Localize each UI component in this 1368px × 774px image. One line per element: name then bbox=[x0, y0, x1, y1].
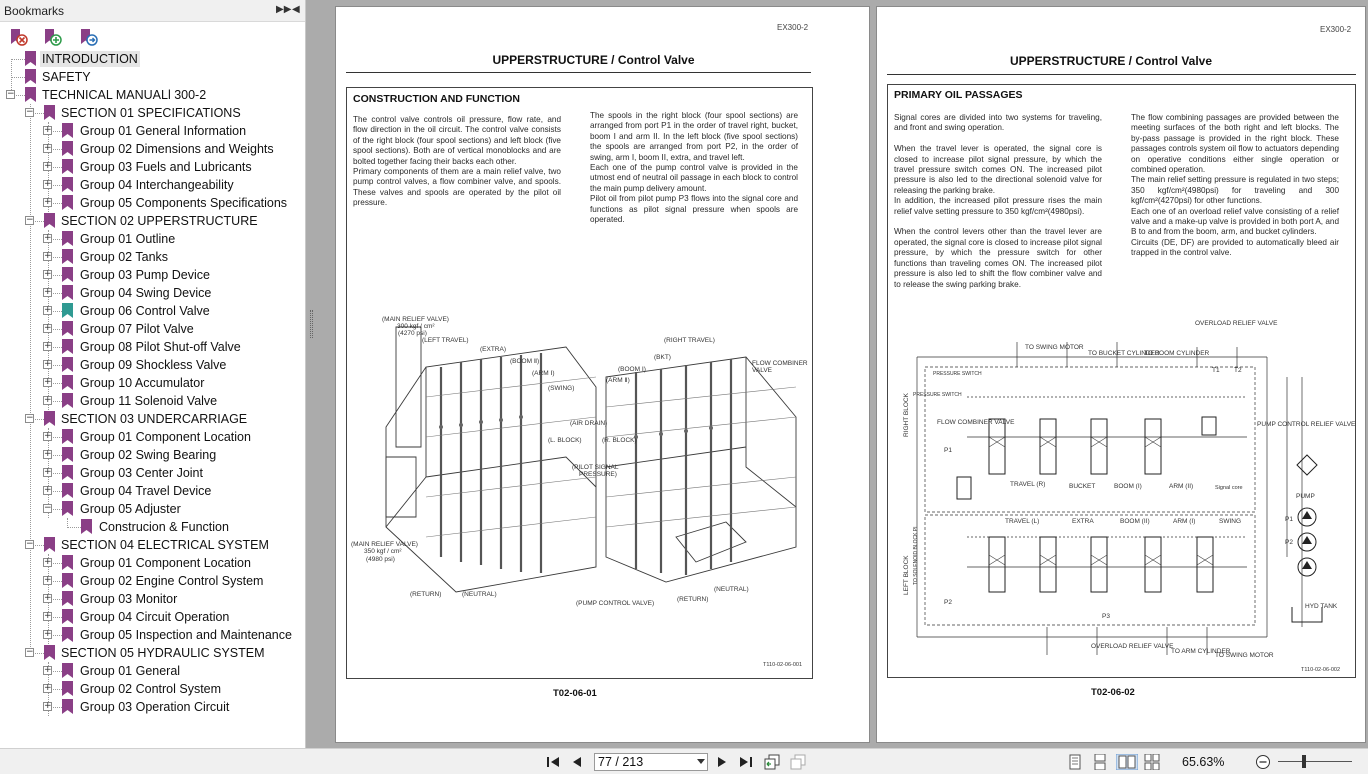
bookmark-icon bbox=[62, 393, 73, 408]
figure-label: (NEUTRAL) bbox=[714, 586, 749, 593]
diagram-label: OVERLOAD RELIEF VALVE bbox=[1195, 320, 1278, 327]
expand-toggle-icon[interactable]: + bbox=[44, 161, 52, 171]
bookmark-label: Group 08 Pilot Shut-off Valve bbox=[80, 340, 241, 354]
diagram-label: BUCKET bbox=[1069, 483, 1096, 490]
bookmark-technical-manual[interactable] bbox=[0, 86, 306, 104]
zoom-out-icon[interactable] bbox=[1255, 754, 1271, 770]
bookmark-label: Group 01 General Information bbox=[80, 124, 247, 138]
figure-label: (SWING) bbox=[548, 385, 575, 392]
expand-toggle-icon[interactable]: + bbox=[44, 683, 52, 693]
diagram-label: TO ARM CYLINDER bbox=[1171, 648, 1231, 655]
expand-toggle-icon[interactable]: + bbox=[44, 629, 52, 639]
expand-toggle-icon[interactable]: + bbox=[44, 269, 52, 279]
section-title: CONSTRUCTION AND FUNCTION bbox=[353, 93, 521, 105]
tree-connector bbox=[53, 185, 62, 186]
bookmark-label: Group 07 Pilot Valve bbox=[80, 322, 194, 336]
bookmark-icon bbox=[62, 447, 73, 462]
bookmark-group[interactable] bbox=[0, 284, 306, 302]
collapse-toggle-icon[interactable]: − bbox=[26, 413, 34, 423]
bookmark-section-05[interactable] bbox=[0, 644, 306, 662]
bookmark-icon bbox=[62, 681, 73, 696]
page-heading: UPPERSTRUCTURE / Control Valve bbox=[492, 53, 695, 67]
bookmarks-header bbox=[0, 0, 306, 22]
diagram-label: PUMP CONTROL RELIEF VALVE bbox=[1257, 421, 1356, 428]
expand-toggle-icon[interactable]: + bbox=[44, 323, 52, 333]
bookmark-label: Group 11 Solenoid Valve bbox=[80, 394, 218, 408]
figure-label: (4270 psi) bbox=[398, 330, 427, 337]
expand-toggle-icon[interactable]: + bbox=[44, 377, 52, 387]
expand-toggle-icon[interactable]: + bbox=[44, 557, 52, 567]
diagram-label: ARM (I) bbox=[1173, 518, 1196, 525]
figure-label: (BOOM Ⅰ) bbox=[618, 366, 646, 373]
page-dropdown-icon[interactable] bbox=[697, 759, 705, 764]
bookmark-icon bbox=[44, 411, 55, 426]
tree-connector bbox=[53, 239, 62, 240]
tree-connector bbox=[53, 491, 62, 492]
bookmark-label: Group 01 Component Location bbox=[80, 430, 251, 444]
diagram-label: RIGHT BLOCK bbox=[903, 393, 910, 437]
bookmark-icon bbox=[62, 465, 73, 480]
tree-connector bbox=[35, 419, 44, 420]
bookmark-icon bbox=[62, 483, 73, 498]
page-number-input[interactable] bbox=[598, 755, 690, 769]
expand-toggle-icon[interactable]: + bbox=[44, 251, 52, 261]
bookmark-icon bbox=[62, 141, 73, 156]
diagram-label: LEFT BLOCK bbox=[903, 555, 910, 595]
bookmark-group[interactable] bbox=[0, 338, 306, 356]
bookmark-icon bbox=[62, 555, 73, 570]
bookmarks-panel bbox=[0, 0, 306, 748]
figure-label: (PILOT SIGNAL bbox=[572, 464, 619, 471]
model-code: EX300-2 bbox=[777, 23, 809, 32]
tree-connector bbox=[53, 473, 62, 474]
diagram-label: P1 bbox=[944, 447, 952, 454]
diagram-label: BOOM (II) bbox=[1120, 518, 1150, 525]
bookmark-icon bbox=[62, 339, 73, 354]
bookmark-label: Group 03 Center Joint bbox=[80, 466, 203, 480]
bookmark-icon bbox=[62, 375, 73, 390]
tree-connector bbox=[53, 329, 62, 330]
diagram-label: HYD TANK bbox=[1305, 603, 1338, 610]
tree-connector bbox=[53, 365, 62, 366]
bookmark-icon bbox=[62, 429, 73, 444]
diagram-label: TRAVEL (R) bbox=[1010, 481, 1046, 488]
collapse-toggle-icon[interactable]: − bbox=[26, 215, 34, 225]
tree-connector bbox=[53, 149, 62, 150]
collapse-toggle-icon[interactable]: − bbox=[44, 503, 52, 513]
bookmark-subitem[interactable] bbox=[0, 518, 306, 536]
bookmark-icon bbox=[62, 501, 73, 516]
expand-toggle-icon[interactable]: + bbox=[44, 701, 52, 711]
bookmark-group[interactable] bbox=[0, 266, 306, 284]
figure-label: (4980 psi) bbox=[366, 556, 395, 563]
document-page-left bbox=[335, 6, 870, 743]
bookmark-label: Group 03 Monitor bbox=[80, 592, 178, 606]
page-number-box bbox=[594, 753, 708, 771]
diagram-label: TRAVEL (L) bbox=[1005, 518, 1040, 525]
tree-connector bbox=[53, 707, 62, 708]
bookmark-group[interactable] bbox=[0, 140, 306, 158]
bookmark-group[interactable] bbox=[0, 374, 306, 392]
collapse-panel-icon[interactable]: ◀ bbox=[292, 4, 300, 15]
tree-connector bbox=[35, 653, 44, 654]
bookmark-icon bbox=[62, 159, 73, 174]
bookmark-icon bbox=[25, 51, 36, 66]
diagram-label: PRESSURE SWITCH bbox=[913, 392, 962, 398]
expand-toggle-icon[interactable]: + bbox=[44, 431, 52, 441]
diagram-label: P3 bbox=[1102, 613, 1110, 620]
diagram-label: EXTRA bbox=[1072, 518, 1094, 525]
tree-connector bbox=[53, 509, 62, 510]
control-valve-illustration bbox=[366, 307, 806, 617]
zoom-level[interactable]: 65.63% bbox=[1182, 755, 1225, 769]
expand-toggle-icon[interactable]: + bbox=[44, 341, 52, 351]
bookmark-section-03[interactable] bbox=[0, 410, 306, 428]
expand-toggle-icon[interactable]: + bbox=[44, 179, 52, 189]
figure-label: (BKT) bbox=[654, 354, 671, 361]
bookmark-icon bbox=[62, 699, 73, 714]
bookmark-label: SECTION 04 ELECTRICAL SYSTEM bbox=[61, 538, 269, 552]
bookmark-label: Group 06 Control Valve bbox=[80, 304, 210, 318]
bookmarks-title: Bookmarks bbox=[4, 4, 65, 18]
bookmark-icon bbox=[44, 537, 55, 552]
figure-label: (ARM Ⅰ) bbox=[532, 370, 555, 377]
bookmark-label: Group 03 Fuels and Lubricants bbox=[80, 160, 252, 174]
expand-toggle-icon[interactable]: + bbox=[44, 305, 52, 315]
tree-connector bbox=[16, 95, 25, 96]
expand-toggle-icon[interactable]: + bbox=[44, 287, 52, 297]
bookmark-icon bbox=[62, 321, 73, 336]
figure-label: (EXTRA) bbox=[480, 346, 506, 353]
tree-connector bbox=[67, 527, 81, 528]
bookmark-label: Group 02 Dimensions and Weights bbox=[80, 142, 274, 156]
bookmark-icon bbox=[44, 645, 55, 660]
text-column-left: The control valve controls oil pressure, flow rate, and flow direction in the oil circuit. The control valve consists of the right block (four spool sections) and left block (five spool sections). Both are of vertical monoblocks and are bolted together facing their backs each other. Primary components of them are a main relief valve, two pump control valves, a flow combiner valve, and spools. These valves and spools are operated by the pilot oil pressure. bbox=[353, 115, 561, 208]
bookmark-label: TECHNICAL MANUALl 300-2 bbox=[42, 88, 207, 102]
bookmark-group[interactable] bbox=[0, 230, 306, 248]
bookmark-group[interactable] bbox=[0, 428, 306, 446]
figure-label: 350 kgf / cm² bbox=[364, 548, 402, 555]
bookmark-icon bbox=[44, 105, 55, 120]
bookmark-icon bbox=[62, 177, 73, 192]
single-page-view-icon[interactable] bbox=[1067, 754, 1083, 770]
tree-connector bbox=[53, 563, 62, 564]
bookmark-icon bbox=[25, 87, 36, 102]
diagram-label: T1 bbox=[1212, 367, 1220, 374]
bookmark-label: Group 10 Accumulator bbox=[80, 376, 205, 390]
bookmark-label: Group 05 Inspection and Maintenance bbox=[80, 628, 292, 642]
bookmark-label: Group 05 Components Specifications bbox=[80, 196, 288, 210]
figure-label: (L. BLOCK) bbox=[548, 437, 582, 444]
tree-connector bbox=[35, 113, 44, 114]
diagram-label: TO BOOM CYLINDER bbox=[1144, 350, 1210, 357]
figure-code: T110-02-06-001 bbox=[763, 662, 803, 668]
diagram-label: PUMP bbox=[1296, 493, 1315, 500]
bookmark-label: SECTION 02 UPPERSTRUCTURE bbox=[61, 214, 258, 228]
bookmark-group[interactable] bbox=[0, 194, 306, 212]
tree-connector bbox=[53, 599, 62, 600]
bookmark-section-01[interactable] bbox=[0, 104, 306, 122]
figure-caption: T02-06-02 bbox=[1091, 687, 1135, 698]
bookmark-group[interactable] bbox=[0, 590, 306, 608]
tree-connector bbox=[53, 401, 62, 402]
bookmark-icon bbox=[62, 285, 73, 300]
bottom-toolbar bbox=[0, 748, 1368, 774]
bookmark-label: INTRODUCTION bbox=[42, 52, 138, 66]
diagram-label: BOOM (I) bbox=[1114, 483, 1142, 490]
hydraulic-schematic bbox=[907, 337, 1347, 662]
previous-page-icon[interactable] bbox=[569, 754, 585, 770]
bookmark-label: Group 03 Operation Circuit bbox=[80, 700, 230, 714]
tree-connector bbox=[53, 617, 62, 618]
text-column-left: Signal cores are divided into two systems for traveling, and front and swing operation. When the travel lever is operated, the signal core is closed to increase pilot signal pressure, by which the travel pressure switch comes ON. The increased pilot pressure is also led to the directional solenoid valve for releasing the parking brake. In addition, the increased pilot pressure rises the main relief valve setting pressure to 350 kgf/cm²(4980psi). When the control levers other than the travel lever are operated, the signal core is closed to increase pilot signal pressure, by which the pressure switch for other functions than traveling comes ON. The increased pilot pressure is also led to shift the flow combiner valve and to release the swing parking brake. bbox=[894, 113, 1102, 289]
expand-toggle-icon[interactable]: + bbox=[44, 143, 52, 153]
bookmark-label: Group 02 Tanks bbox=[80, 250, 169, 264]
previous-view-icon[interactable] bbox=[764, 754, 780, 770]
bookmark-label: SECTION 05 HYDRAULIC SYSTEM bbox=[61, 646, 265, 660]
bookmark-group[interactable] bbox=[0, 482, 306, 500]
figure-label: (RETURN) bbox=[677, 596, 709, 603]
bookmark-group[interactable] bbox=[0, 248, 306, 266]
bookmark-label: Group 02 Engine Control System bbox=[80, 574, 264, 588]
bookmark-label: Group 01 General bbox=[80, 664, 181, 678]
tree-connector bbox=[53, 635, 62, 636]
figure-label: (PUMP CONTROL VALVE) bbox=[576, 600, 655, 607]
tree-connector bbox=[11, 59, 25, 60]
diagram-label: PRESSURE SWITCH bbox=[933, 371, 982, 377]
heading-rule bbox=[887, 74, 1356, 75]
bookmark-icon bbox=[81, 519, 92, 534]
diagram-label: TO SWING MOTOR bbox=[1215, 652, 1274, 659]
bookmark-group-current[interactable] bbox=[0, 302, 306, 320]
figure-label: PRESSURE) bbox=[579, 471, 617, 478]
figure-label: (BOOM Ⅱ) bbox=[510, 358, 540, 365]
expand-bookmark-icon[interactable] bbox=[78, 27, 98, 47]
bookmark-group[interactable] bbox=[0, 158, 306, 176]
bookmark-label: SECTION 03 UNDERCARRIAGE bbox=[61, 412, 248, 426]
bookmark-icon bbox=[62, 573, 73, 588]
bookmark-group[interactable] bbox=[0, 392, 306, 410]
tree-connector bbox=[35, 221, 44, 222]
figure-label: (RIGHT TRAVEL) bbox=[664, 337, 715, 344]
figure-label: (RETURN) bbox=[410, 591, 442, 598]
figure-label: FLOW COMBINER bbox=[752, 360, 808, 367]
diagram-label: T2 bbox=[1234, 367, 1242, 374]
bookmark-group[interactable] bbox=[0, 698, 306, 716]
bookmark-icon bbox=[62, 663, 73, 678]
bookmark-icon bbox=[44, 213, 55, 228]
bookmark-group[interactable] bbox=[0, 554, 306, 572]
bookmark-label: Group 04 Travel Device bbox=[80, 484, 212, 498]
collapse-toggle-icon[interactable]: − bbox=[26, 539, 34, 549]
tree-connector bbox=[53, 455, 62, 456]
bookmarks-toolbar bbox=[0, 23, 306, 50]
tree-connector bbox=[53, 383, 62, 384]
expand-toggle-icon[interactable]: + bbox=[44, 467, 52, 477]
facing-view-icon[interactable] bbox=[1116, 754, 1138, 770]
figure-label: (MAIN RELIEF VALVE) bbox=[351, 541, 418, 548]
tree-connector bbox=[53, 347, 62, 348]
bookmark-group[interactable] bbox=[0, 356, 306, 374]
document-page-right bbox=[876, 6, 1366, 743]
tree-connector bbox=[53, 293, 62, 294]
tree-connector bbox=[53, 257, 62, 258]
bookmark-icon bbox=[62, 123, 73, 138]
bookmark-group[interactable] bbox=[0, 446, 306, 464]
bookmark-group[interactable] bbox=[0, 176, 306, 194]
bookmark-group[interactable] bbox=[0, 608, 306, 626]
tree-connector bbox=[53, 581, 62, 582]
expand-toggle-icon[interactable]: + bbox=[44, 575, 52, 585]
tree-connector bbox=[53, 203, 62, 204]
figure-label: (ARM Ⅱ) bbox=[606, 377, 630, 384]
text-column-right: The flow combining passages are provided between the meeting surfaces of the both right and left blocks. The by-pass passage is provided in the right block. These passages controls system oil flow to actuators depending on operative conditions either single operation or combined operation. The main relief setting pressure is regulated in two steps; 350 kgf/cm²(4980psi) for traveling and 300 kgf/cm²(4270psi) for other functions. Each one of an overload relief valve consisting of a relief valve and a make-up valve is provided in both port A, and B to and from the boom, arm, and bucket cylinders. Circuits (DE, DF) are provided to automatically bleed air trapped in the control valve. bbox=[1131, 113, 1339, 258]
expand-toggle-icon[interactable]: + bbox=[44, 665, 52, 675]
bookmark-label: Group 04 Circuit Operation bbox=[80, 610, 230, 624]
bookmark-icon bbox=[62, 249, 73, 264]
model-code: EX300-2 bbox=[1320, 25, 1352, 34]
tree-connector bbox=[53, 311, 62, 312]
collapse-toggle-icon[interactable]: − bbox=[26, 107, 34, 117]
diagram-label: P2 bbox=[944, 599, 952, 606]
bookmark-icon bbox=[62, 609, 73, 624]
expand-toggle-icon[interactable]: + bbox=[44, 359, 52, 369]
expand-toggle-icon[interactable]: + bbox=[44, 125, 52, 135]
next-page-icon[interactable] bbox=[714, 754, 730, 770]
diagram-label: FLOW COMBINER VALVE bbox=[937, 419, 1015, 426]
collapse-toggle-icon[interactable]: − bbox=[7, 89, 15, 99]
bookmark-group[interactable] bbox=[0, 572, 306, 590]
continuous-view-icon[interactable] bbox=[1092, 754, 1108, 770]
bookmark-group[interactable] bbox=[0, 122, 306, 140]
bookmark-group[interactable] bbox=[0, 500, 306, 518]
next-view-icon[interactable] bbox=[790, 754, 806, 770]
expand-toggle-icon[interactable]: + bbox=[44, 197, 52, 207]
expand-toggle-icon[interactable]: + bbox=[44, 593, 52, 603]
tree-connector bbox=[11, 77, 25, 78]
bookmark-label: Group 05 Adjuster bbox=[80, 502, 181, 516]
splitter-grip-icon[interactable] bbox=[310, 310, 313, 338]
first-page-icon[interactable] bbox=[545, 754, 561, 770]
diagram-label: ARM (II) bbox=[1169, 483, 1194, 490]
panel-options-icon[interactable]: ▶▶ bbox=[276, 4, 292, 15]
page-heading: UPPERSTRUCTURE / Control Valve bbox=[1009, 54, 1213, 68]
current-bookmark-icon bbox=[62, 303, 73, 318]
bookmark-icon bbox=[62, 231, 73, 246]
bookmark-icon bbox=[62, 591, 73, 606]
last-page-icon[interactable] bbox=[738, 754, 754, 770]
tree-connector bbox=[53, 437, 62, 438]
bookmark-icon bbox=[62, 267, 73, 282]
bookmark-label: SAFETY bbox=[42, 70, 91, 84]
text-column-right: The spools in the right block (four spool sections) are arranged from port P1 in the order of travel right, bucket, boom I and arm II. In the left block (five spool sections) the spools are arranged from port P2, in the order of swing, arm I, boom II, extra, and travel left. Each one of the pump control valve is provided in the utmost end of neutral oil passage in each block to control the main pump delivery amount. Pilot oil from pilot pump P3 flows into the signal core and functions as pilot signal pressure when spools are operated. bbox=[590, 111, 798, 225]
diagram-label: P2 bbox=[1285, 539, 1293, 546]
diagram-label: P1 bbox=[1285, 516, 1293, 523]
bookmark-label: Group 01 Component Location bbox=[80, 556, 251, 570]
diagram-label: Signal core bbox=[1215, 485, 1243, 491]
bookmark-label: Construcion & Function bbox=[99, 520, 229, 534]
panel-splitter[interactable] bbox=[306, 0, 328, 748]
bookmark-group[interactable] bbox=[0, 320, 306, 338]
bookmark-label: Group 04 Interchangeability bbox=[80, 178, 234, 192]
bookmark-icon bbox=[62, 627, 73, 642]
figure-caption: T02-06-01 bbox=[553, 688, 597, 699]
tree-connector bbox=[53, 689, 62, 690]
expand-toggle-icon[interactable]: + bbox=[44, 449, 52, 459]
expand-toggle-icon[interactable]: + bbox=[44, 485, 52, 495]
bookmark-group[interactable] bbox=[0, 626, 306, 644]
bookmark-icon bbox=[62, 357, 73, 372]
figure-label: 300 kgf / cm² bbox=[397, 323, 435, 330]
figure-label: (NEUTRAL) bbox=[462, 591, 497, 598]
bookmark-label: SECTION 01 SPECIFICATIONS bbox=[61, 106, 241, 120]
bookmark-label: Group 02 Control System bbox=[80, 682, 222, 696]
bookmark-label: Group 04 Swing Device bbox=[80, 286, 212, 300]
tree-connector bbox=[53, 275, 62, 276]
diagram-label: TO BUCKET CYLINDER bbox=[1088, 350, 1160, 357]
expand-toggle-icon[interactable]: + bbox=[44, 611, 52, 621]
expand-toggle-icon[interactable]: + bbox=[44, 395, 52, 405]
bookmark-label: Group 01 Outline bbox=[80, 232, 176, 246]
bookmark-group[interactable] bbox=[0, 680, 306, 698]
bookmark-icon bbox=[25, 69, 36, 84]
delete-bookmark-icon[interactable] bbox=[8, 27, 28, 47]
diagram-label: SWING bbox=[1219, 518, 1242, 525]
figure-label: (AIR DRAIN) bbox=[570, 420, 608, 427]
diagram-label: TO SOLENOID BLOCK PI bbox=[913, 526, 919, 585]
bookmark-safety[interactable] bbox=[0, 68, 306, 86]
collapse-toggle-icon[interactable]: − bbox=[26, 647, 34, 657]
bookmark-label: Group 03 Pump Device bbox=[80, 268, 210, 282]
figure-label: VALVE bbox=[752, 367, 772, 374]
tree-connector bbox=[53, 167, 62, 168]
bookmark-label: Group 09 Shockless Valve bbox=[80, 358, 227, 372]
bookmark-icon bbox=[62, 195, 73, 210]
bookmark-section-04[interactable] bbox=[0, 536, 306, 554]
bookmark-label: Group 02 Swing Bearing bbox=[80, 448, 217, 462]
figure-code: T110-02-06-002 bbox=[1301, 667, 1341, 673]
bookmark-group[interactable] bbox=[0, 464, 306, 482]
tree-connector bbox=[35, 545, 44, 546]
diagram-label: TO SWING MOTOR bbox=[1025, 344, 1084, 351]
heading-rule bbox=[346, 72, 811, 73]
bookmark-introduction[interactable] bbox=[0, 50, 306, 68]
bookmark-group[interactable] bbox=[0, 662, 306, 680]
zoom-slider-track[interactable] bbox=[1278, 761, 1352, 762]
section-title: PRIMARY OIL PASSAGES bbox=[894, 89, 1023, 101]
diagram-label: OVERLOAD RELIEF VALVE bbox=[1091, 643, 1174, 650]
tree-connector bbox=[53, 671, 62, 672]
tree-connector bbox=[53, 131, 62, 132]
add-bookmark-icon[interactable] bbox=[42, 27, 62, 47]
bookmark-section-02[interactable] bbox=[0, 212, 306, 230]
figure-label: (MAIN RELIEF VALVE) bbox=[382, 316, 449, 323]
zoom-slider-thumb[interactable] bbox=[1302, 755, 1306, 768]
continuous-facing-view-icon[interactable] bbox=[1144, 754, 1160, 770]
expand-toggle-icon[interactable]: + bbox=[44, 233, 52, 243]
figure-label: (R. BLOCK) bbox=[602, 437, 637, 444]
figure-label: (LEFT TRAVEL) bbox=[422, 337, 469, 344]
